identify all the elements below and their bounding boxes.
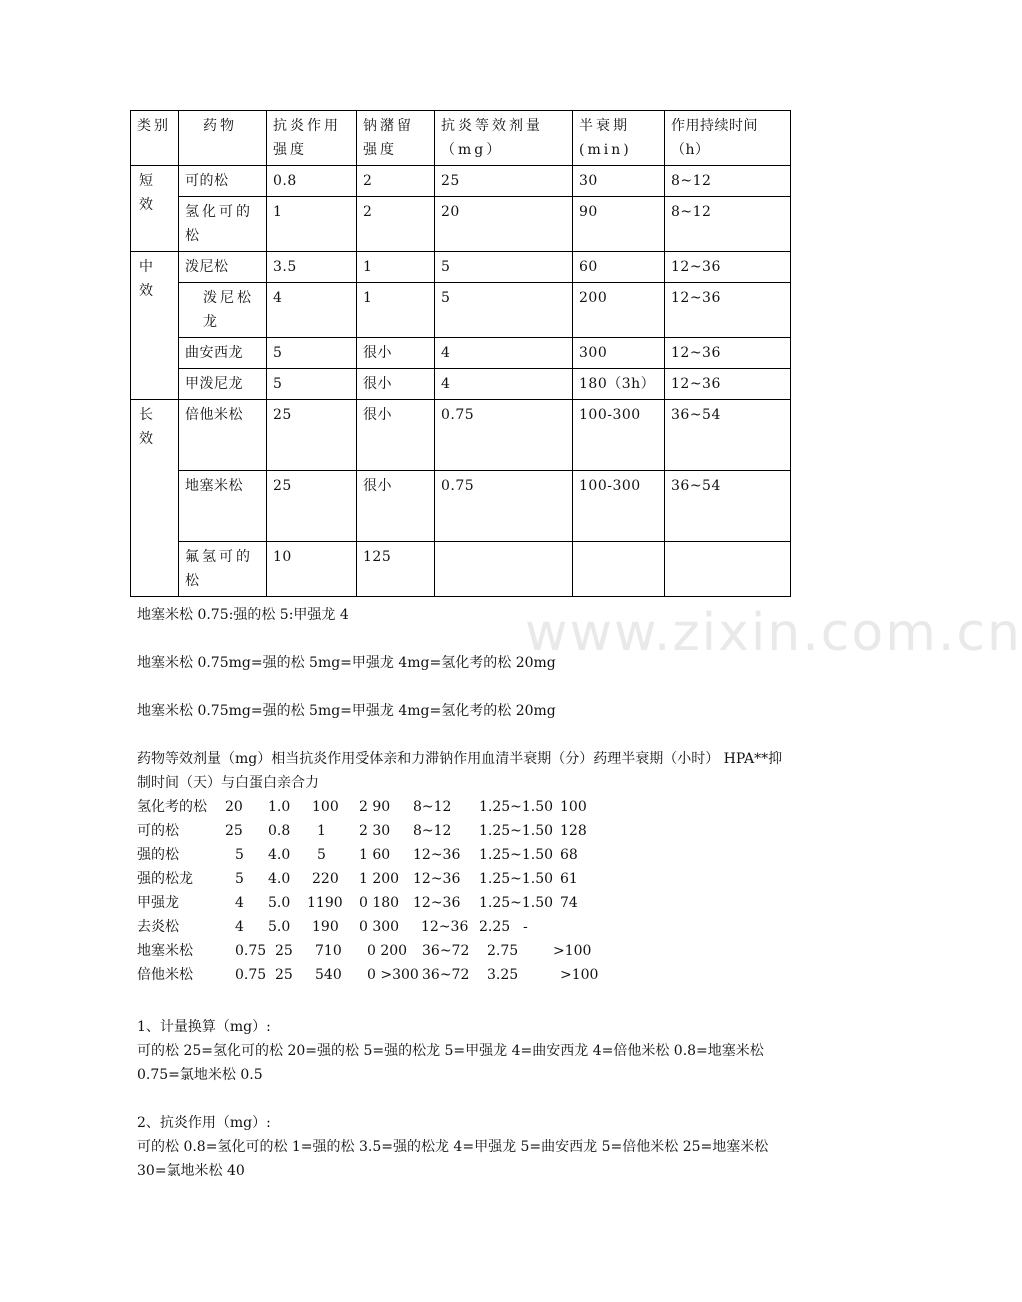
data-value: 220	[312, 871, 339, 887]
table-cell: 0.8	[267, 166, 357, 197]
table-cell: 100-300	[573, 471, 665, 542]
data-value: 1.25~1.50	[479, 895, 554, 911]
drug-name-cell: 可的松	[179, 166, 267, 197]
category-cell: 中效	[131, 252, 179, 400]
data-value: 1 60	[359, 847, 391, 863]
data-value: 36~72	[422, 943, 470, 959]
data-value: 12~36	[413, 847, 461, 863]
data-drug: 倍他米松	[137, 967, 193, 983]
table-cell: 25	[267, 400, 357, 471]
data-value: 5	[235, 847, 244, 863]
drug-name-cell: 氟氢可的松	[179, 542, 267, 597]
data-value: 4.0	[268, 847, 291, 863]
table-cell: 125	[357, 542, 435, 597]
table-cell: 4	[435, 369, 573, 400]
data-drug: 地塞米松	[137, 943, 193, 959]
data-drug: 可的松	[137, 823, 179, 839]
table-cell: 4	[267, 283, 357, 338]
table-cell: 100-300	[573, 400, 665, 471]
data-value: 4.0	[268, 871, 291, 887]
data-value: 2.25	[479, 919, 511, 935]
table-cell: 很小	[357, 338, 435, 369]
table-cell: 36~54	[665, 400, 791, 471]
data-value: 5	[235, 871, 244, 887]
drug-name-cell: 甲泼尼龙	[179, 369, 267, 400]
table-cell: 2	[357, 197, 435, 252]
data-value: 4	[235, 895, 244, 911]
data-value: 1.25~1.50	[479, 823, 554, 839]
data-value: >100	[553, 943, 592, 959]
table-cell: 很小	[357, 471, 435, 542]
data-value: 0.75	[235, 943, 267, 959]
table-cell: 60	[573, 252, 665, 283]
category-cell: 长效	[131, 400, 179, 597]
table-row	[131, 283, 791, 338]
drug-name-cell: 地塞米松	[179, 471, 267, 542]
ratio-line: 地塞米松 0.75mg=强的松 5mg=甲强龙 4mg=氢化考的松 20mg	[137, 655, 556, 671]
table-row	[131, 338, 791, 369]
table-row	[131, 166, 791, 197]
table-cell: 5	[267, 369, 357, 400]
table-cell: 5	[435, 252, 573, 283]
corticosteroid-table	[130, 110, 791, 597]
data-value: 190	[312, 919, 339, 935]
data-value: 1.25~1.50	[479, 871, 554, 887]
table-cell: 8~12	[665, 166, 791, 197]
data-value: >100	[560, 967, 599, 983]
drug-name-cell: 泼尼松龙	[179, 283, 267, 338]
table-cell: 很小	[357, 369, 435, 400]
table-row	[131, 542, 791, 597]
data-value: 12~36	[413, 871, 461, 887]
table-cell	[573, 542, 665, 597]
data-value: 0.8	[268, 823, 291, 839]
table-cell: 4	[435, 338, 573, 369]
data-drug: 强的松	[137, 847, 179, 863]
ratio-line: 地塞米松 0.75:强的松 5:甲强龙 4	[137, 607, 349, 623]
table-cell: 20	[435, 197, 573, 252]
section-body: 可的松 0.8=氢化可的松 1=强的松 3.5=强的松龙 4=甲强龙 5=曲安西龙 5=倍他米松 25=地塞米松 30=氯地米松 40	[137, 1139, 769, 1179]
data-value: 0.75	[235, 967, 267, 983]
data-value: 1.0	[268, 799, 291, 815]
table-cell: 12~36	[665, 338, 791, 369]
table-cell: 0.75	[435, 471, 573, 542]
table-cell: 3.5	[267, 252, 357, 283]
data-row	[137, 819, 797, 843]
data-value: 0 200	[367, 943, 408, 959]
drug-name-cell: 倍他米松	[179, 400, 267, 471]
table-row	[131, 400, 791, 471]
data-value: 5.0	[268, 919, 291, 935]
data-value: 128	[560, 823, 587, 839]
data-value: 8~12	[413, 799, 452, 815]
table-cell: 25	[267, 471, 357, 542]
data-value: 0 >300	[367, 967, 419, 983]
data-value: 1 200	[359, 871, 400, 887]
table-cell: 1	[267, 197, 357, 252]
data-value: 100	[560, 799, 587, 815]
data-value: 540	[315, 967, 342, 983]
table-cell: 5	[435, 283, 573, 338]
table-row	[131, 197, 791, 252]
table-cell: 12~36	[665, 283, 791, 338]
data-drug: 氢化考的松	[137, 799, 207, 815]
table-cell: 30	[573, 166, 665, 197]
data-value: 3.25	[487, 967, 519, 983]
table-cell	[665, 542, 791, 597]
header-cell: 半衰期(min)	[573, 111, 665, 166]
data-value: 25	[275, 967, 293, 983]
data-value: 1190	[307, 895, 343, 911]
data-value: 61	[560, 871, 578, 887]
data-value: 4	[235, 919, 244, 935]
header-cell: 钠潴留强度	[357, 111, 435, 166]
table-cell: 90	[573, 197, 665, 252]
data-drug: 强的松龙	[137, 871, 193, 887]
table-cell: 36~54	[665, 471, 791, 542]
table-cell: 300	[573, 338, 665, 369]
table-cell: 12~36	[665, 252, 791, 283]
comparison-header: 药物等效剂量（mg）相当抗炎作用受体亲和力滞钠作用血清半衰期（分）药理半衰期（小时） HPA**抑制时间（天）与白蛋白亲合力	[137, 751, 783, 791]
data-value: 100	[312, 799, 339, 815]
data-row	[137, 963, 797, 987]
data-value: 5	[317, 847, 326, 863]
data-value: 8~12	[413, 823, 452, 839]
table-cell: 12~36	[665, 369, 791, 400]
table-cell: 很小	[357, 400, 435, 471]
table-cell: 2	[357, 166, 435, 197]
data-value: 1	[317, 823, 326, 839]
data-value: 2 90	[359, 799, 391, 815]
drug-name-cell: 泼尼松	[179, 252, 267, 283]
data-value: 710	[315, 943, 342, 959]
category-cell: 短效	[131, 166, 179, 252]
section-title: 1、计量换算（mg）:	[137, 1019, 271, 1035]
table-row	[131, 252, 791, 283]
data-value: 2 30	[359, 823, 391, 839]
data-value: 74	[560, 895, 578, 911]
data-row	[137, 939, 797, 963]
table-cell: 10	[267, 542, 357, 597]
data-value: 2.75	[487, 943, 519, 959]
table-cell: 1	[357, 252, 435, 283]
table-cell: 8~12	[665, 197, 791, 252]
data-value: 5.0	[268, 895, 291, 911]
data-row	[137, 915, 797, 939]
data-value: -	[523, 919, 528, 935]
table-row	[131, 369, 791, 400]
data-row	[137, 795, 797, 819]
drug-name-cell: 氢化可的松	[179, 197, 267, 252]
section-body: 可的松 25=氢化可的松 20=强的松 5=强的松龙 5=甲强龙 4=曲安西龙 4=倍他米松 0.8=地塞米松 0.75=氯地米松 0.5	[137, 1043, 764, 1083]
data-row	[137, 867, 797, 891]
data-row	[137, 843, 797, 867]
data-value: 1.25~1.50	[479, 847, 554, 863]
table-cell: 0.75	[435, 400, 573, 471]
data-value: 12~36	[421, 919, 469, 935]
table-cell: 180（3h）	[573, 369, 665, 400]
data-value: 0 300	[359, 919, 400, 935]
section-title: 2、抗炎作用（mg）:	[137, 1115, 271, 1131]
table-header-row	[131, 111, 791, 166]
data-value: 12~36	[413, 895, 461, 911]
data-value: 36~72	[422, 967, 470, 983]
header-cell: 药物	[179, 111, 267, 166]
table-cell: 1	[357, 283, 435, 338]
table-cell: 200	[573, 283, 665, 338]
table-cell: 5	[267, 338, 357, 369]
header-cell: 类别	[131, 111, 179, 166]
data-value: 25	[225, 823, 243, 839]
drug-name-cell: 曲安西龙	[179, 338, 267, 369]
data-drug: 去炎松	[137, 919, 179, 935]
data-row	[137, 891, 797, 915]
header-cell: 抗炎等效剂量（mg）	[435, 111, 573, 166]
data-value: 20	[225, 799, 243, 815]
data-drug: 甲强龙	[137, 895, 179, 911]
watermark: www.zixin.com.cn	[525, 603, 1022, 663]
header-cell: 抗炎作用强度	[267, 111, 357, 166]
table-cell	[435, 542, 573, 597]
ratio-line: 地塞米松 0.75mg=强的松 5mg=甲强龙 4mg=氢化考的松 20mg	[137, 703, 556, 719]
data-value: 68	[560, 847, 578, 863]
table-cell: 25	[435, 166, 573, 197]
data-value: 0 180	[359, 895, 400, 911]
data-value: 1.25~1.50	[479, 799, 554, 815]
table-row	[131, 471, 791, 542]
header-cell: 作用持续时间（h）	[665, 111, 791, 166]
data-value: 25	[275, 943, 293, 959]
comparison-data	[137, 795, 797, 987]
